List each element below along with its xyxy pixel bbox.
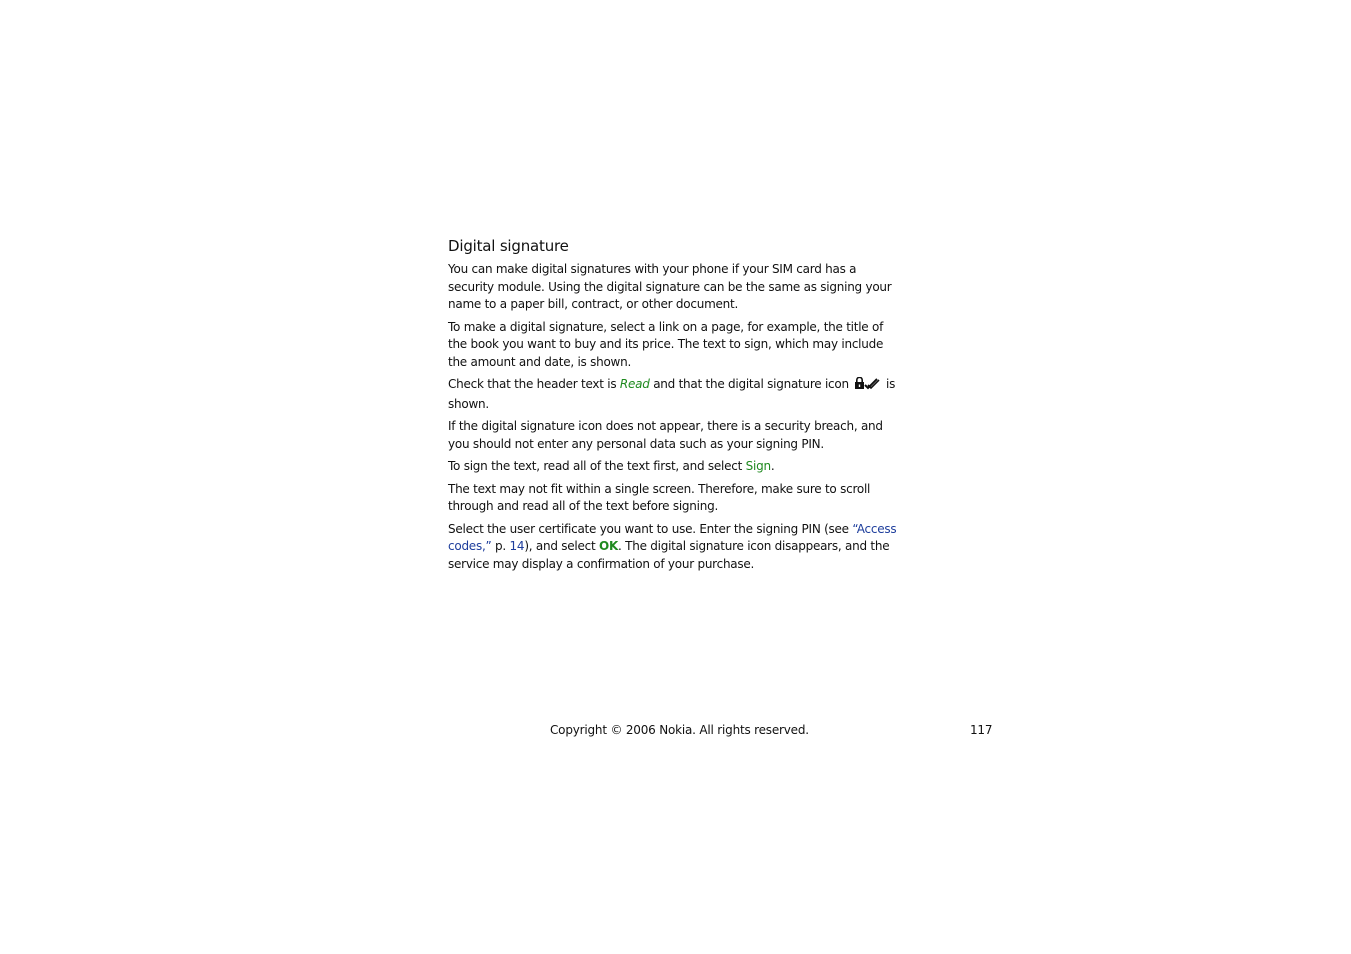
text-segment: To sign the text, read all of the text first, and select [448, 459, 746, 473]
text-segment: Check that the header text is [448, 377, 620, 391]
ok-command: OK [599, 539, 618, 553]
text-segment: is shown. [448, 377, 896, 411]
digital-signature-icon [854, 377, 880, 396]
paragraph-security-breach: If the digital signature icon does not appear, there is a security breach, and you should not enter any personal data such as your signing PIN. [448, 419, 883, 451]
page-number: 117 [970, 723, 993, 737]
read-header-term: Read [619, 377, 650, 391]
text-segment: Select the user certificate you want to use. Enter the signing PIN (see [448, 521, 853, 536]
page-14-link[interactable]: 14 [509, 539, 525, 553]
page-content [448, 236, 904, 578]
paragraph-scroll: The text may not fit within a single screen. Therefore, make sure to scroll through and read all of the text before signing. [448, 481, 871, 513]
text-segment: . [770, 459, 775, 473]
sign-command: Sign [745, 459, 771, 473]
access-codes-link[interactable]: “Access codes,” [448, 521, 897, 553]
text-segment: . The digital signature icon disappears, and the service may display a confirmation of your purchase. [448, 539, 890, 571]
text-segment: ), and select [524, 539, 599, 553]
paragraph-how-to-sign: To make a digital signature, select a link on a page, for example, the title of the book you want to buy and its price. The text to sign, which may include the amount and date, is shown. [448, 319, 884, 369]
paragraph-select-certificate [448, 521, 904, 574]
text-segment: and that the digital signature icon [649, 377, 853, 391]
paragraph-intro: You can make digital signatures with your phone if your SIM card has a security module. Using the digital signature can be the same as signing your name to a paper bill, contract, or other document. [448, 262, 892, 311]
paragraph-check-header [448, 376, 904, 413]
text-segment: p. [491, 539, 510, 553]
copyright-notice: Copyright © 2006 Nokia. All rights reserved. [550, 723, 809, 737]
paragraph-sign-text [448, 458, 904, 476]
section-heading: Digital signature [448, 237, 569, 255]
